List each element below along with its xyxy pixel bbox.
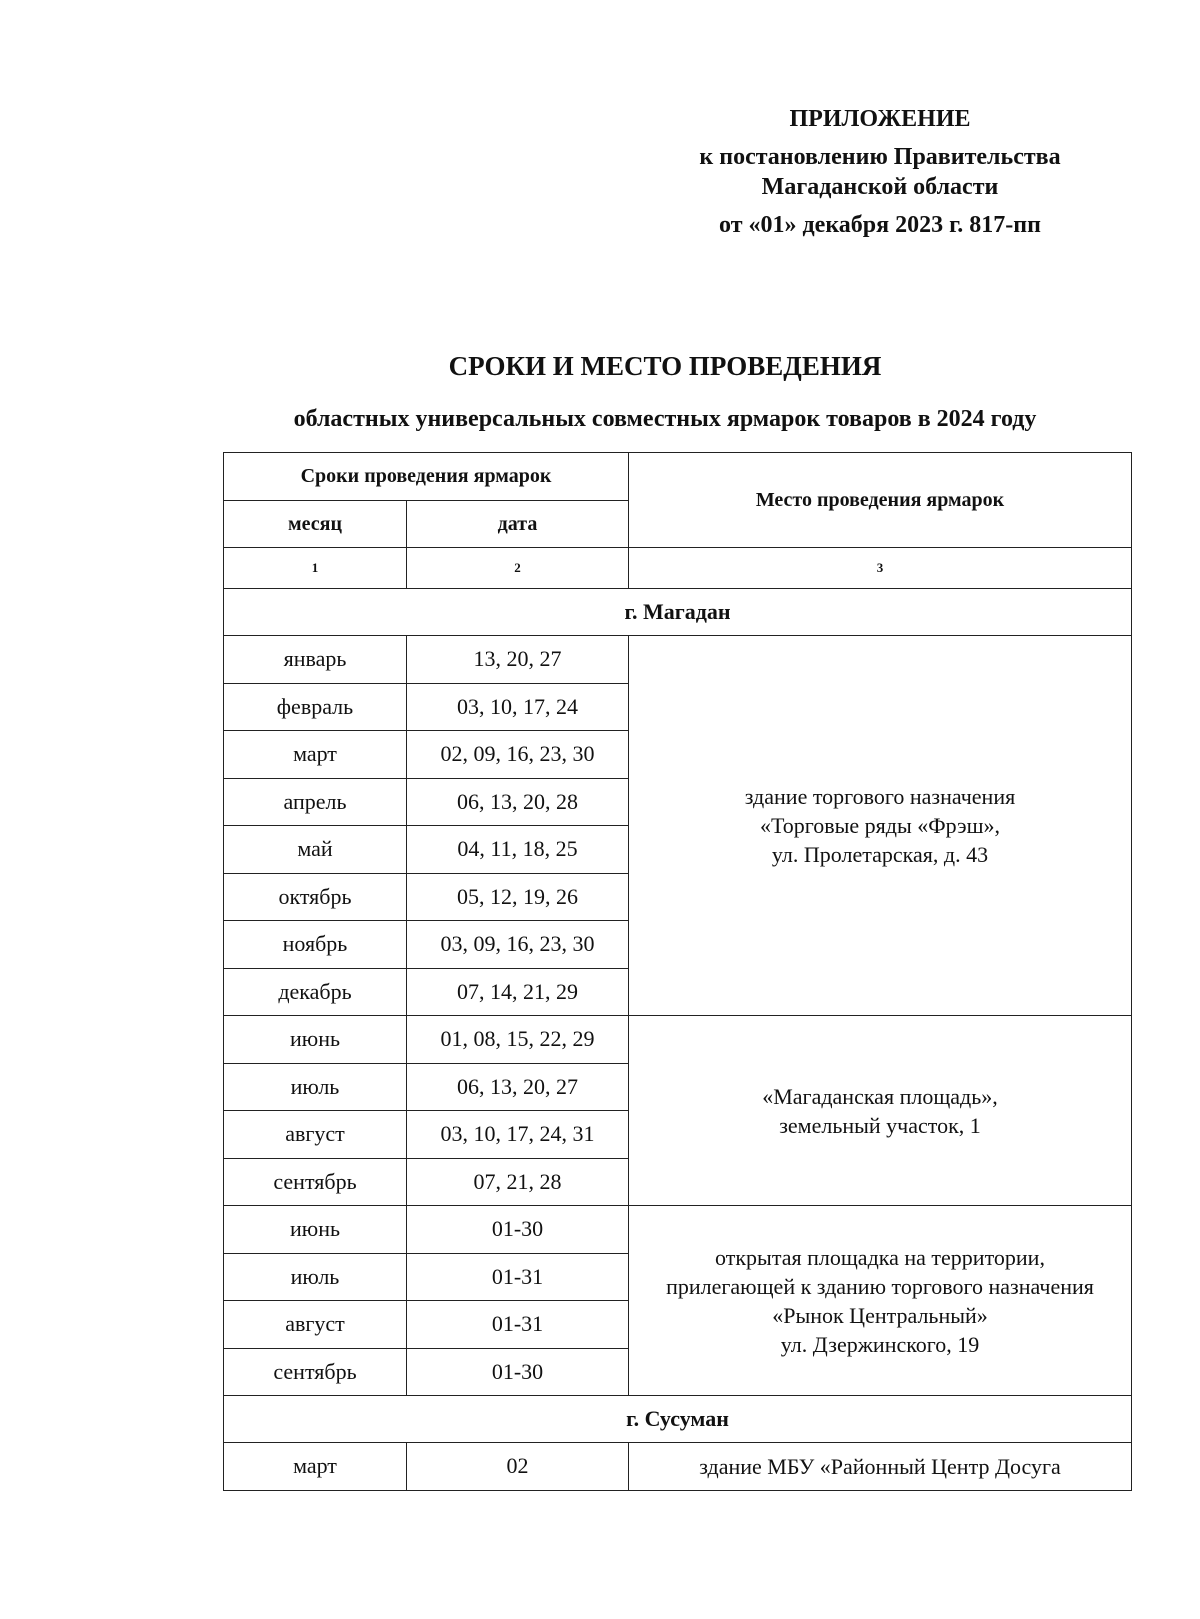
table-row (224, 636, 1132, 684)
month-cell: февраль (224, 683, 407, 731)
month-cell: июль (224, 1253, 407, 1301)
table-row (224, 1443, 1132, 1491)
place-line: открытая площадка на территории, (715, 1244, 1045, 1270)
month-cell: июнь (224, 1206, 407, 1254)
place-line: земельный участок, 1 (779, 1112, 981, 1138)
city-row-magadan (224, 589, 1132, 636)
month-cell: июль (224, 1063, 407, 1111)
place-cell-central-market (629, 1206, 1132, 1396)
dates-cell: 13, 20, 27 (407, 636, 629, 684)
place-line: прилегающей к зданию торгового назначения (666, 1273, 1094, 1299)
annex-line-2: Магаданской области (761, 174, 999, 200)
column-number-2: 2 (407, 548, 629, 589)
dates-cell: 03, 09, 16, 23, 30 (407, 921, 629, 969)
document-title: СРОКИ И МЕСТО ПРОВЕДЕНИЯ (448, 351, 882, 381)
header-terms: Сроки проведения ярмарок (224, 453, 629, 501)
dates-cell: 01-30 (407, 1348, 629, 1396)
column-number-3: 3 (629, 548, 1132, 589)
dates-cell: 07, 14, 21, 29 (407, 968, 629, 1016)
place-line: ул. Дзержинского, 19 (780, 1331, 980, 1357)
header-place: Место проведения ярмарок (629, 453, 1132, 548)
dates-cell: 02, 09, 16, 23, 30 (407, 731, 629, 779)
document-subtitle: областных универсальных совместных ярмарок товаров в 2024 году (293, 406, 1037, 432)
month-cell: август (224, 1301, 407, 1349)
dates-cell: 05, 12, 19, 26 (407, 873, 629, 921)
place-line: «Торговые ряды «Фрэш», (759, 813, 1001, 838)
annex-date: от «01» декабря 2023 г. 817-пп (719, 212, 1041, 238)
dates-cell: 01, 08, 15, 22, 29 (407, 1016, 629, 1064)
city-name: г. Сусуман (224, 1396, 1132, 1443)
month-cell: январь (224, 636, 407, 684)
month-cell: декабрь (224, 968, 407, 1016)
dates-cell: 03, 10, 17, 24, 31 (407, 1111, 629, 1159)
month-cell: сентябрь (224, 1348, 407, 1396)
column-numbers-row (224, 548, 1132, 589)
month-cell: июнь (224, 1016, 407, 1064)
city-name: г. Магадан (224, 589, 1132, 636)
dates-cell: 01-31 (407, 1253, 629, 1301)
month-cell: апрель (224, 778, 407, 826)
dates-cell: 07, 21, 28 (407, 1158, 629, 1206)
dates-cell: 06, 13, 20, 28 (407, 778, 629, 826)
header-month: месяц (224, 501, 407, 548)
dates-cell: 01-30 (407, 1206, 629, 1254)
dates-cell: 02 (407, 1443, 629, 1491)
month-cell: сентябрь (224, 1158, 407, 1206)
month-cell: октябрь (224, 873, 407, 921)
city-row-susuman (224, 1396, 1132, 1443)
place-line: ул. Пролетарская, д. 43 (771, 842, 989, 867)
place-line: «Магаданская площадь», (762, 1083, 998, 1109)
annex-title: ПРИЛОЖЕНИЕ (789, 106, 971, 132)
month-cell: март (224, 731, 407, 779)
place-cell-fresh (629, 636, 1132, 1016)
month-cell: ноябрь (224, 921, 407, 969)
table-row (224, 1016, 1132, 1064)
table-header-row (224, 453, 1132, 501)
annex-line-1: к постановлению Правительства (699, 144, 1061, 170)
fairs-schedule-table (223, 452, 1132, 1491)
table-row (224, 1206, 1132, 1254)
annex-block (660, 104, 1100, 240)
dates-cell: 01-31 (407, 1301, 629, 1349)
header-date: дата (407, 501, 629, 548)
month-cell: август (224, 1111, 407, 1159)
dates-cell: 04, 11, 18, 25 (407, 826, 629, 874)
place-cell-susuman: здание МБУ «Районный Центр Досуга (629, 1443, 1132, 1491)
month-cell: май (224, 826, 407, 874)
month-cell: март (224, 1443, 407, 1491)
dates-cell: 06, 13, 20, 27 (407, 1063, 629, 1111)
place-line: «Рынок Центральный» (772, 1302, 988, 1328)
dates-cell: 03, 10, 17, 24 (407, 683, 629, 731)
place-line: здание торгового назначения (744, 784, 1016, 809)
place-cell-magadan-square (629, 1016, 1132, 1206)
column-number-1: 1 (224, 548, 407, 589)
